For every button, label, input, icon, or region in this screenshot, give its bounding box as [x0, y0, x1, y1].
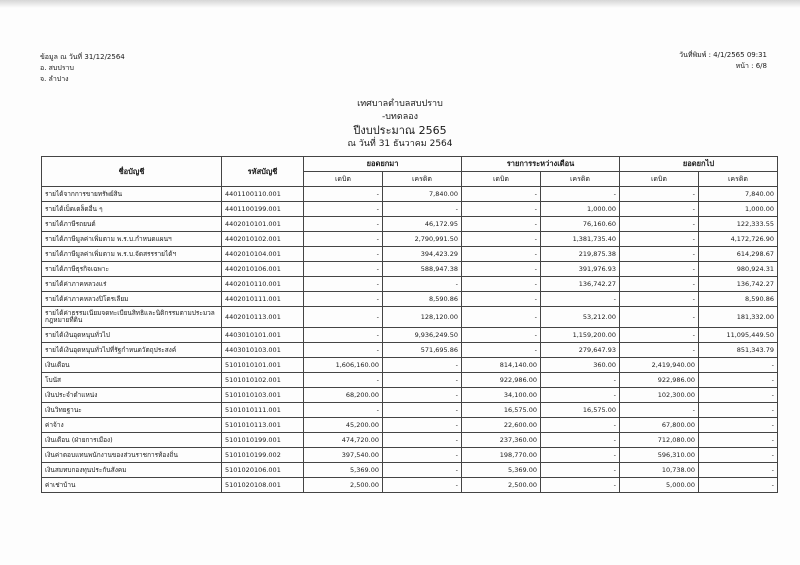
amount-cell: - [699, 463, 778, 478]
amount-cell: - [462, 262, 541, 277]
report-date: ข้อมูล ณ วันที่ 31/12/2564 [40, 53, 125, 61]
amount-cell: - [304, 202, 383, 217]
amount-cell: 22,600.00 [462, 418, 541, 433]
table-row [42, 418, 778, 433]
amount-cell: 11,095,449.50 [699, 328, 778, 343]
amount-cell: 571,695.86 [383, 343, 462, 358]
table-row [42, 343, 778, 358]
amount-cell: 922,986.00 [620, 373, 699, 388]
amount-cell: - [541, 418, 620, 433]
amount-cell: - [620, 343, 699, 358]
amount-cell: 394,423.29 [383, 247, 462, 262]
col-debit: เดบิต [620, 172, 699, 187]
account-name: เงินประจำตำแหน่ง [42, 388, 222, 403]
amount-cell: 198,770.00 [462, 448, 541, 463]
table-row [42, 232, 778, 247]
account-code: 4402010102.001 [222, 232, 304, 247]
amount-cell: 1,000.00 [541, 202, 620, 217]
amount-cell: 181,332.00 [699, 307, 778, 328]
account-name: รายได้เงินอุดหนุนทั่วไปที่รัฐกำหนดวัตถุประสงค์ [42, 343, 222, 358]
amount-cell: - [383, 373, 462, 388]
amount-cell: 474,720.00 [304, 433, 383, 448]
col-monthly: รายการระหว่างเดือน [462, 157, 620, 172]
account-code: 5101010101.001 [222, 358, 304, 373]
amount-cell: 219,875.38 [541, 247, 620, 262]
amount-cell: - [304, 187, 383, 202]
amount-cell: 10,738.00 [620, 463, 699, 478]
amount-cell: - [383, 358, 462, 373]
amount-cell: - [383, 418, 462, 433]
amount-cell: 136,742.27 [541, 277, 620, 292]
amount-cell: 1,159,200.00 [541, 328, 620, 343]
amount-cell: - [304, 343, 383, 358]
print-date: วันที่พิมพ์ : 4/1/2565 09:31 [679, 51, 767, 59]
account-name: เงินวิทยฐานะ [42, 403, 222, 418]
amount-cell: 2,790,991.50 [383, 232, 462, 247]
amount-cell: - [304, 373, 383, 388]
account-code: 5101010199.002 [222, 448, 304, 463]
account-name: โบนัส [42, 373, 222, 388]
amount-cell: 5,369.00 [462, 463, 541, 478]
scan-edge [0, 0, 800, 8]
account-name: รายได้ภาษีมูลค่าเพิ่มตาม พ.ร.บ.จัดสรรรายได้ฯ [42, 247, 222, 262]
account-code: 5101020106.001 [222, 463, 304, 478]
amount-cell: 851,343.79 [699, 343, 778, 358]
account-code: 4401100199.001 [222, 202, 304, 217]
account-name: เงินเดือน [42, 358, 222, 373]
amount-cell: - [383, 463, 462, 478]
amount-cell: - [462, 277, 541, 292]
amount-cell: - [383, 202, 462, 217]
amount-cell: 397,540.00 [304, 448, 383, 463]
table-row [42, 463, 778, 478]
amount-cell: - [541, 187, 620, 202]
amount-cell: 391,976.93 [541, 262, 620, 277]
account-name: เงินค่าตอบแทนพนักงานของส่วนราชการท้องถิ่น [42, 448, 222, 463]
account-code: 4402010106.001 [222, 262, 304, 277]
amount-cell: 588,947.38 [383, 262, 462, 277]
amount-cell: 7,840.00 [383, 187, 462, 202]
table-row [42, 388, 778, 403]
district: อ. สบปราบ [40, 64, 74, 72]
amount-cell: - [620, 202, 699, 217]
account-code: 5101010103.001 [222, 388, 304, 403]
amount-cell: - [383, 403, 462, 418]
amount-cell: 2,500.00 [304, 478, 383, 493]
col-credit: เครดิต [541, 172, 620, 187]
amount-cell: - [620, 307, 699, 328]
amount-cell: 360.00 [541, 358, 620, 373]
amount-cell: - [383, 388, 462, 403]
table-row [42, 262, 778, 277]
amount-cell: 76,160.60 [541, 217, 620, 232]
amount-cell: - [541, 448, 620, 463]
amount-cell: 237,360.00 [462, 433, 541, 448]
amount-cell: - [304, 277, 383, 292]
amount-cell: - [462, 202, 541, 217]
amount-cell: - [462, 247, 541, 262]
table-row [42, 187, 778, 202]
amount-cell: - [541, 433, 620, 448]
print-info [679, 50, 767, 72]
account-code: 4402010111.001 [222, 292, 304, 307]
amount-cell: - [699, 448, 778, 463]
amount-cell: - [304, 328, 383, 343]
col-carried-forward: ยอดยกไป [620, 157, 778, 172]
account-name: เงินเดือน (ฝ่ายการเมือง) [42, 433, 222, 448]
account-name: รายได้ภาษีธุรกิจเฉพาะ [42, 262, 222, 277]
amount-cell: 53,212.00 [541, 307, 620, 328]
amount-cell: 614,298.67 [699, 247, 778, 262]
page-number: หน้า : 6/8 [735, 62, 767, 70]
amount-cell: - [541, 388, 620, 403]
amount-cell: 1,606,160.00 [304, 358, 383, 373]
amount-cell: - [304, 232, 383, 247]
account-code: 4402010101.001 [222, 217, 304, 232]
report-info [40, 52, 125, 85]
table-row [42, 277, 778, 292]
amount-cell: - [462, 187, 541, 202]
table-row [42, 292, 778, 307]
account-code: 4402010113.001 [222, 307, 304, 328]
amount-cell: 5,369.00 [304, 463, 383, 478]
account-code: 4401100110.001 [222, 187, 304, 202]
amount-cell: 16,575.00 [462, 403, 541, 418]
amount-cell: 980,924.31 [699, 262, 778, 277]
amount-cell: 128,120.00 [383, 307, 462, 328]
as-of-date: ณ วันที่ 31 ธันวาคม 2564 [347, 139, 453, 149]
trial-balance-table [41, 156, 778, 493]
account-code: 5101010111.001 [222, 403, 304, 418]
amount-cell: 102,300.00 [620, 388, 699, 403]
amount-cell: 5,000.00 [620, 478, 699, 493]
account-name: ค่าเช่าบ้าน [42, 478, 222, 493]
amount-cell: - [620, 277, 699, 292]
amount-cell: - [541, 292, 620, 307]
col-debit: เดบิต [304, 172, 383, 187]
account-name: รายได้เบ็ดเตล็ดอื่น ๆ [42, 202, 222, 217]
table-row [42, 328, 778, 343]
province: จ. ลำปาง [40, 75, 69, 83]
amount-cell: - [699, 478, 778, 493]
amount-cell: - [699, 358, 778, 373]
table-row [42, 307, 778, 328]
table-row [42, 217, 778, 232]
report-heading [270, 98, 530, 151]
table-row [42, 448, 778, 463]
amount-cell: 136,742.27 [699, 277, 778, 292]
amount-cell: 596,310.00 [620, 448, 699, 463]
col-debit: เดบิต [462, 172, 541, 187]
amount-cell: - [620, 262, 699, 277]
amount-cell: 16,575.00 [541, 403, 620, 418]
fiscal-year: ปีงบประมาณ 2565 [353, 124, 447, 137]
amount-cell: 46,172.95 [383, 217, 462, 232]
amount-cell: - [304, 403, 383, 418]
col-account-name: ชื่อบัญชี [42, 157, 222, 187]
amount-cell: 922,986.00 [462, 373, 541, 388]
amount-cell: 68,200.00 [304, 388, 383, 403]
report-title: -บทดลอง [381, 112, 419, 122]
account-name: รายได้ค่าธรรมเนียมจดทะเบียนสิทธิและนิติกรรมตามประมวลกฎหมายที่ดิน [42, 307, 222, 328]
account-code: 5101010199.001 [222, 433, 304, 448]
amount-cell: 34,100.00 [462, 388, 541, 403]
amount-cell: 279,647.93 [541, 343, 620, 358]
amount-cell: - [699, 373, 778, 388]
amount-cell: - [541, 463, 620, 478]
amount-cell: - [383, 448, 462, 463]
account-code: 4403010101.001 [222, 328, 304, 343]
account-name: เงินสมทบกองทุนประกันสังคม [42, 463, 222, 478]
amount-cell: 7,840.00 [699, 187, 778, 202]
amount-cell: - [462, 217, 541, 232]
amount-cell: - [620, 232, 699, 247]
account-code: 5101010113.001 [222, 418, 304, 433]
account-code: 4403010103.001 [222, 343, 304, 358]
table-row [42, 247, 778, 262]
account-name: ค่าจ้าง [42, 418, 222, 433]
amount-cell: - [541, 373, 620, 388]
amount-cell: 1,000.00 [699, 202, 778, 217]
amount-cell: 8,590.86 [383, 292, 462, 307]
account-name: รายได้ภาษีรถยนต์ [42, 217, 222, 232]
amount-cell: - [462, 307, 541, 328]
account-code: 5101020108.001 [222, 478, 304, 493]
amount-cell: - [699, 433, 778, 448]
amount-cell: 814,140.00 [462, 358, 541, 373]
account-code: 4402010104.001 [222, 247, 304, 262]
organization-name: เทศบาลตำบลสบปราบ [357, 99, 443, 109]
amount-cell: - [304, 307, 383, 328]
col-credit: เครดิต [699, 172, 778, 187]
amount-cell: - [462, 292, 541, 307]
table-row [42, 373, 778, 388]
amount-cell: - [699, 388, 778, 403]
amount-cell: - [304, 262, 383, 277]
amount-cell: 1,381,735.40 [541, 232, 620, 247]
amount-cell: 67,800.00 [620, 418, 699, 433]
account-name: รายได้ภาษีมูลค่าเพิ่มตาม พ.ร.บ.กำหนดแผนฯ [42, 232, 222, 247]
amount-cell: 45,200.00 [304, 418, 383, 433]
account-name: รายได้ค่าภาคหลวงปิโตรเลียม [42, 292, 222, 307]
table-row [42, 358, 778, 373]
amount-cell: - [620, 187, 699, 202]
amount-cell: - [541, 478, 620, 493]
amount-cell: 712,080.00 [620, 433, 699, 448]
amount-cell: - [620, 217, 699, 232]
table-row [42, 433, 778, 448]
table-row [42, 403, 778, 418]
amount-cell: - [462, 328, 541, 343]
col-brought-forward: ยอดยกมา [304, 157, 462, 172]
amount-cell: 122,333.55 [699, 217, 778, 232]
account-code: 4402010110.001 [222, 277, 304, 292]
account-name: รายได้ค่าภาคหลวงแร่ [42, 277, 222, 292]
amount-cell: - [304, 247, 383, 262]
amount-cell: - [620, 247, 699, 262]
amount-cell: 2,500.00 [462, 478, 541, 493]
account-name: รายได้จากการขายทรัพย์สิน [42, 187, 222, 202]
amount-cell: 4,172,726.90 [699, 232, 778, 247]
amount-cell: - [383, 478, 462, 493]
amount-cell: 2,419,940.00 [620, 358, 699, 373]
col-credit: เครดิต [383, 172, 462, 187]
amount-cell: - [462, 343, 541, 358]
amount-cell: - [462, 232, 541, 247]
amount-cell: - [620, 328, 699, 343]
amount-cell: - [304, 292, 383, 307]
amount-cell: - [620, 292, 699, 307]
table-row [42, 202, 778, 217]
amount-cell: - [304, 217, 383, 232]
amount-cell: - [383, 433, 462, 448]
account-code: 5101010102.001 [222, 373, 304, 388]
col-account-code: รหัสบัญชี [222, 157, 304, 187]
amount-cell: - [383, 277, 462, 292]
table-body [42, 187, 778, 493]
amount-cell: - [699, 418, 778, 433]
amount-cell: 8,590.86 [699, 292, 778, 307]
account-name: รายได้เงินอุดหนุนทั่วไป [42, 328, 222, 343]
amount-cell: 9,936,249.50 [383, 328, 462, 343]
table-row [42, 478, 778, 493]
amount-cell: - [699, 403, 778, 418]
amount-cell: - [620, 403, 699, 418]
